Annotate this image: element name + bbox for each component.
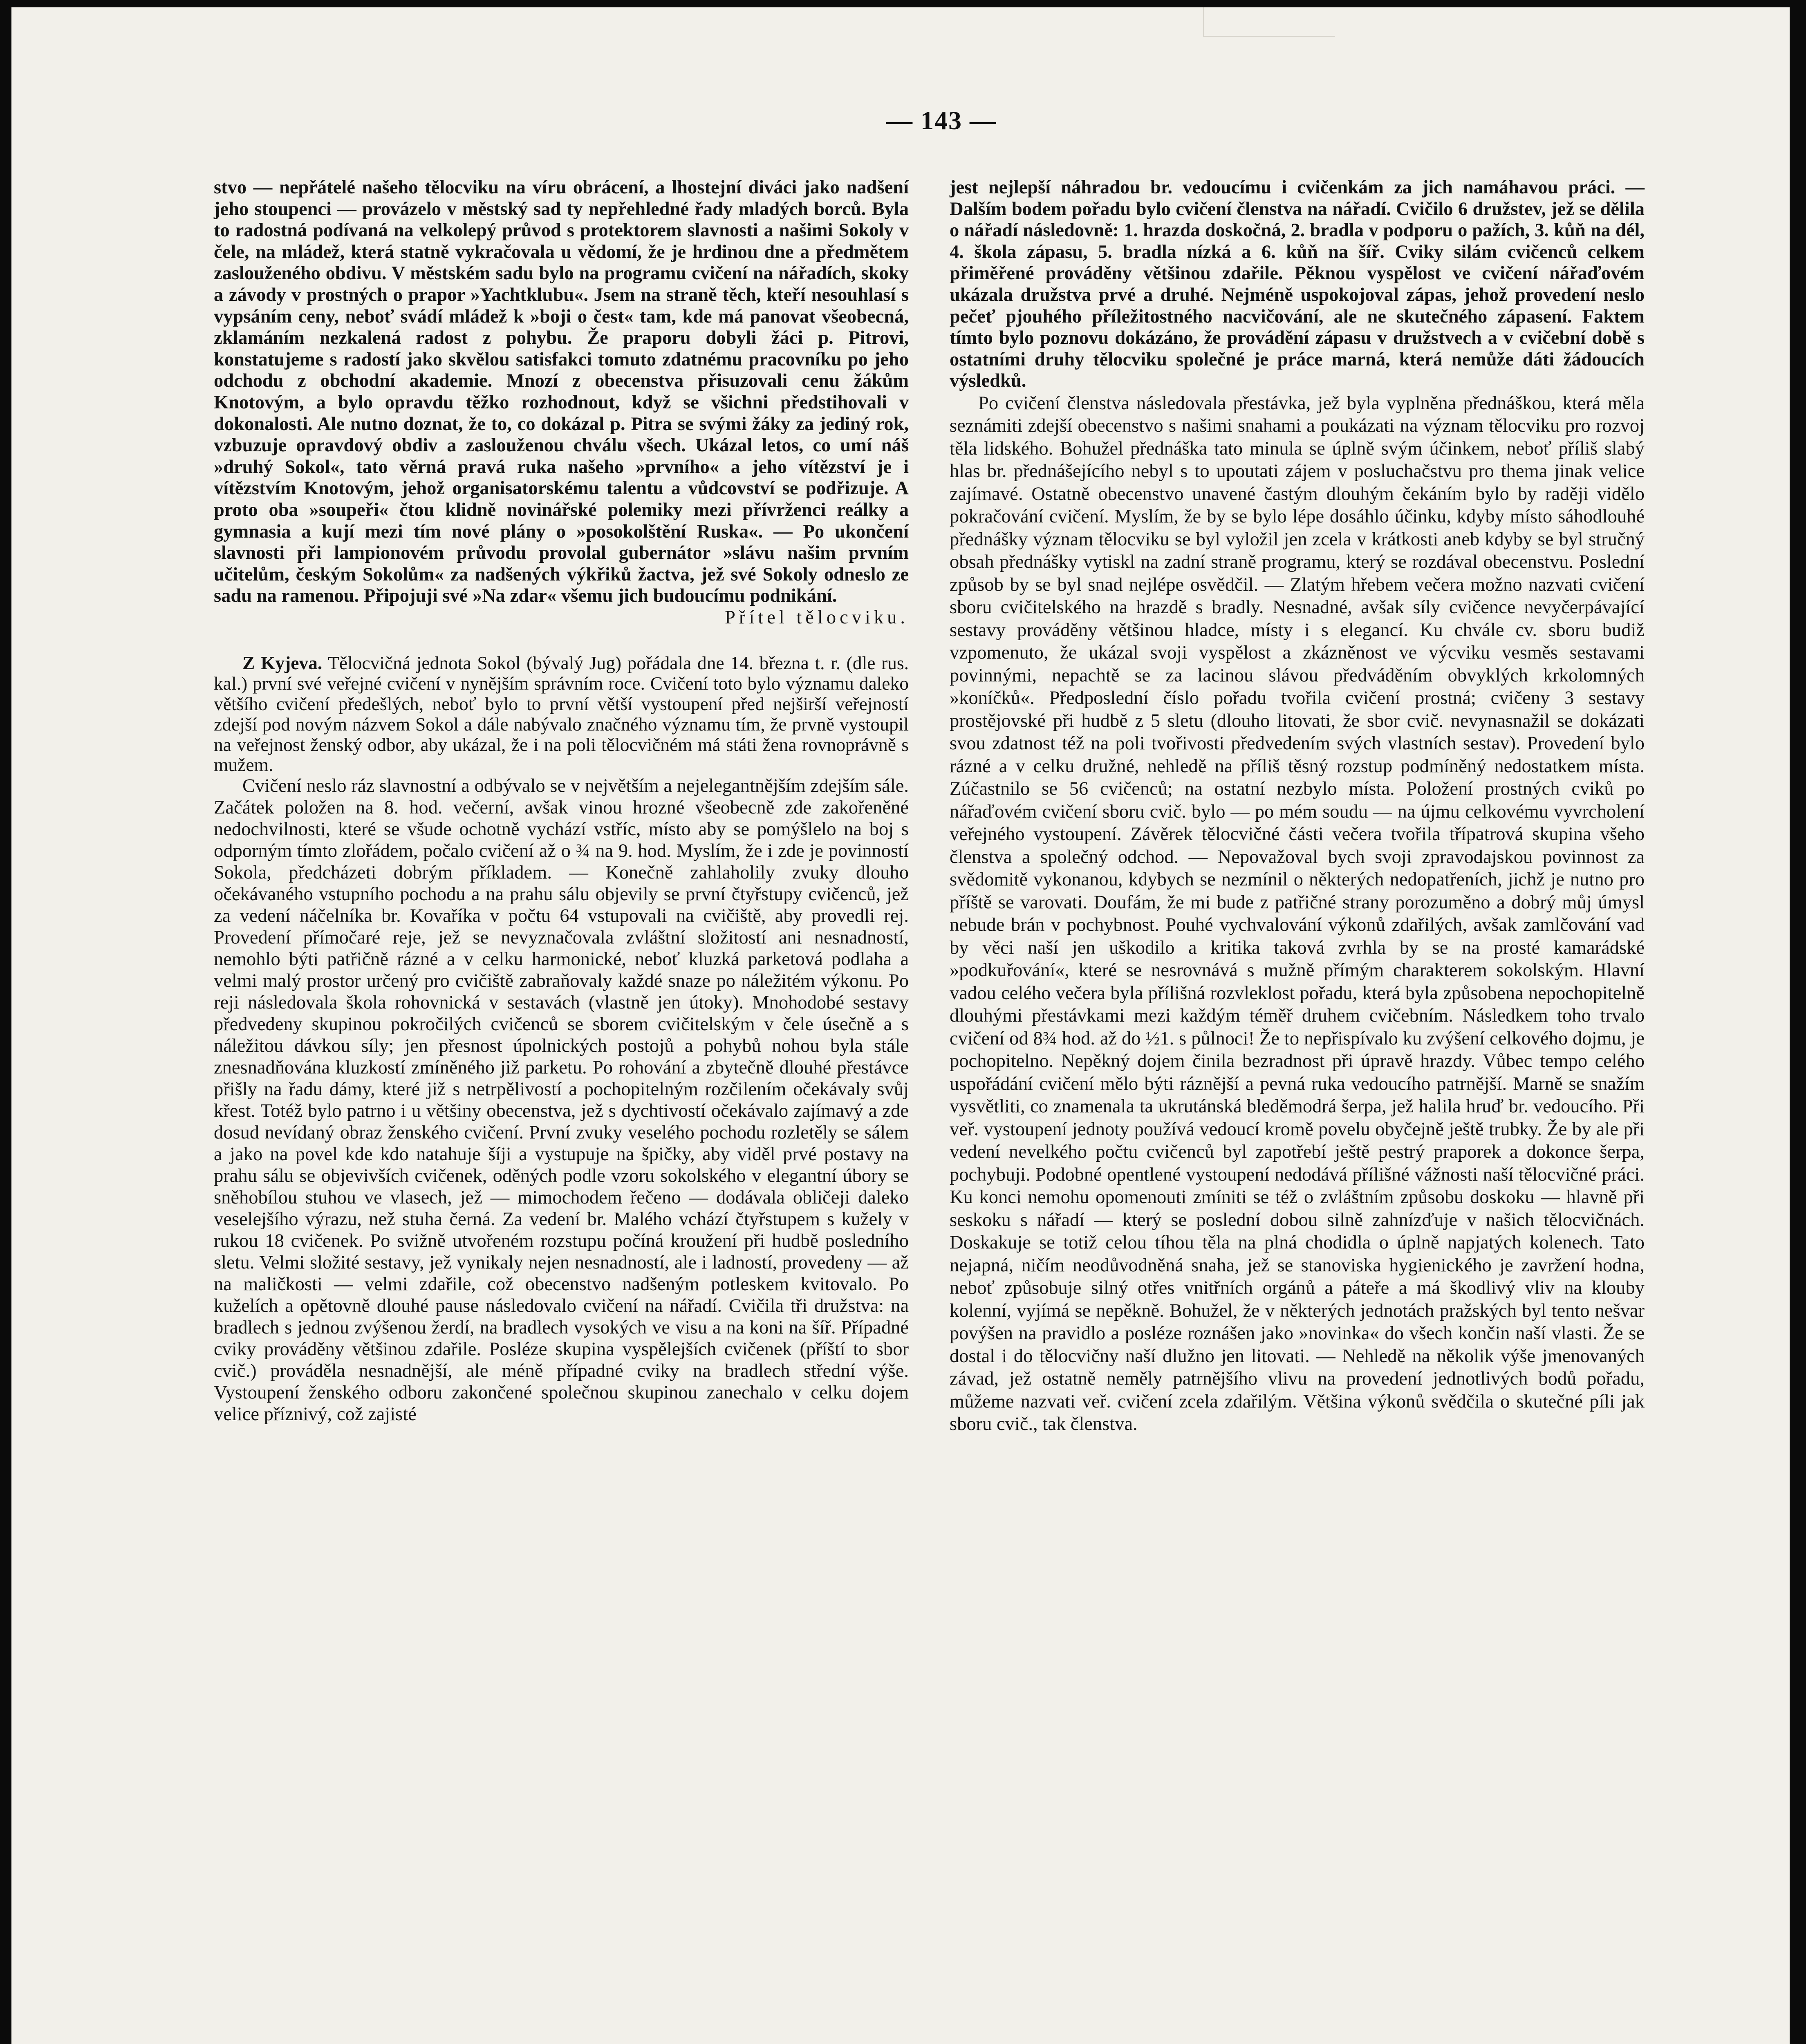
newspaper-page <box>11 7 1790 2044</box>
section-gap <box>214 628 909 653</box>
kyiv-report-body-paragraph: Cvičení neslo ráz slavnostní a odbývalo se v největším a nejelegantnějším zdejším sále. Začátek položen na 8. hod. večerní, avšak vinou hrozné všeobecně zde zakořeněné nedochvilnosti, které se všude ochotně vychází vstříc, místo aby se pomýšlelo na boj s odporným tímto zlořádem, počalo cvičení až o ¾ na 9. hod. Myslím, že i zde je povinností Sokola, předcházeti dobrým příkladem. — Konečně zahlaholily zvuky dlouho očekávaného vstupního pochodu a na prahu sálu objevily se první čtyřstupy cvičenců, jež za vedení náčelníka br. Kovaříka v počtu 64 vstupovali na cvičiště, aby provedli rej. Provedení přímočaré reje, jež se nevyznačovala zvláštní složitostí ani nesnadností, nemohlo býti patřičně rázné a v celku harmonické, neboť kluzká parketová podlaha a velmi malý prostor určený pro cvičiště zabraňovaly každé snaze po náležitém výkonu. Po reji následovala škola rohovnická v sestavách (vlastně jen útoky). Mnohodobé sestavy předvedeny skupinou pokročilých cvičenců se sborem cvičitelským v čele úsečně a s náležitou dávkou síly; jen přesnost úpolnických postojů a pohybů nohou byla stále znesnadňována kluzkostí zmíněného již parketu. Po rohování a zbytečně dlouhé přestávce přišly na řadu dámy, které již s netrpělivostí a pochopitelným rozčilením očekávaly svůj křest. Totéž bylo patrno i u většiny obecenstva, jež s dychtivostí očekávalo zajímavý a zde dosud nevídaný obraz ženského cvičení. První zvuky veselého pochodu rozletěly se sálem a jako na povel kde kdo natahuje šíji a vystupuje na špičky, aby viděl prvé postavy na prahu sálu se objevivších cvičenek, oděných podle vzoru sokolského v elegantní úbory se sněhobílou stuhou ve vlasech, jež — mimochodem řečeno — dodávala obličeji daleko veselejšího výrazu, než stuha černá. Za vedení br. Malého vchází čtyřstupem s kužely v rukou 18 cvičenek. Po svižně utvořeném rozstupu počíná kroužení při hudbě posledního sletu. Velmi složité sestavy, jež vynikaly nejen nesnadností, ale i ladností, provedeny — až na maličkosti — velmi zdařile, což obecenstvo nadšeným potleskem kvitovalo. Po kuželích a opětovně dlouhé pause následovalo cvičení na nářadí. Cvičila tři družstva: na bradlech s jednou zvýšenou žerdí, na bradlech vysokých ve visu a na koni na šíř. Případné cviky prováděny většinou zdařile. Posléze skupina vyspělejších cvičenek (příští to sbor cvič.) prováděla nesnadnější, ale méně případné cviky na bradlech střední výše. Vystoupení ženského odboru zakončené společnou skupinou zanechalo v celku dojem velice příznivý, což zajisté <box>214 775 909 1425</box>
right-column-first-paragraph: jest nejlepší náhradou br. vedoucímu i cvičenkám za jich namáhavou práci. — Dalším bodem pořadu bylo cvičení členstva na nářadí. Cvičilo 6 družstev, jež se dělila o nářadí následovně: 1. hrazda doskočná, 2. bradla v podporu o pažích, 3. kůň na dél, 4. škola zápasu, 5. bradla nízká a 6. kůň na šíř. Cviky silám cvičenců celkem přiměřené prováděny většinou zdařile. Pěknou vyspělost ve cvičení nářaďovém ukázala družstva prvé a druhé. Nejméně uspokojoval zápas, jehož provedení neslo pečeť pjouhého příležitostného nacvičování, ale ne skutečného zápasení. Faktem tímto bylo poznovu dokázáno, že provádění zápasu v družstvech a v cvičební době s ostatními druhy tělocviku společné je práce marná, která nemůže dáti žádoucích výsledků. <box>950 177 1645 392</box>
right-column-second-paragraph: Po cvičení členstva následovala přestávka, jež byla vyplněna přednáškou, která měla seznámiti zdejší obecenstvo s našimi snahami a poukázati na význam tělocviku pro rozvoj těla lidského. Bohužel přednáška tato minula se úplně svým účinkem, neboť příliš slabý hlas br. přednášejícího nebyl s to upoutati zájem v posluchačstvu pro thema jinak velice zajímavé. Ostatně obecenstvo unavené častým dlouhým čekáním bylo by raději vidělo pokračování cvičení. Myslím, že by se bylo lépe dosáhlo účinku, kdyby místo sáhodlouhé přednášky význam tělocviku se byl vyložil jen zcela v krátkosti aneb kdyby se byl stručný obsah přednášky vytiskl na zadní straně programu, který se rozdával obecenstvu. Poslední způsob by se byl snad nejlépe osvědčil. — Zlatým hřebem večera možno nazvati cvičení sboru cvičitelského na hrazdě s bradly. Nesnadné, avšak síly cvičence nevyčerpávající sestavy prováděny většinou hladce, místy i s elegancí. Ku chvále cv. sboru budiž vzpomenuto, že ukázal svoji vyspělost a zkázněnost ve výcviku vesměs sestavami povinnými, nepachtě se za lacinou slávou předváděním obvyklých krkolomných »koníčků«. Předposlední číslo pořadu tvořila cvičení prostná; cvičeny 3 sestavy prostějovské při hudbě z 5 sletu (dlouho litovati, že sbor cvič. nevynasnažil se dokázati svou zdatnost též na poli tvořivosti předvedením svých vlastních sestav). Provedení bylo rázné a v celku družné, nehledě na příliš těsný rozstup podmíněný nedostatkem místa. Zúčastnilo se 56 cvičenců; na ostatní nezbylo místa. Položení prostných cviků po nářaďovém cvičení sboru cvič. bylo — po mém soudu — na újmu celkovému vyvrcholení veřejného vystoupení. Závěrek tělocvičné části večera tvořila třípatrová skupina všeho členstva a společný odchod. — Nepovažoval bych svoji zpravodajskou povinnost za svědomitě vykonanou, kdybych se nezmínil o některých nedopatřeních, jichž je nutno pro příště se varovati. Doufám, že mi bude z patřičné strany porozuměno a dobrý můj úmysl nebude brán v pochybnost. Pouhé vychvalování výkonů zdařilých, avšak zamlčování vad by věci naší jen uškodilo a kritika taková zvrhla by se na prosté kamarádské »podkuřování«, které se nesrovnává s mužně přímým charakterem sokolským. Hlavní vadou celého večera byla přílišná rozvleklost pořadu, která byla způsobena nepochopitelně dlouhými přestávkami mezi každým téměř druhem cvičebním. Následkem toho trvalo cvičení od 8¾ hod. až do ½1. s půlnoci! Že to nepřispívalo ku zvýšení celkového dojmu, je pochopitelno. Nepěkný dojem činila bezradnost při úpravě hrazdy. Vůbec tempo celého uspořádání cvičení mělo býti ráznější a pevná ruka vedoucího patrnější. Marně se snažím vysvětliti, co znamenala ta ukrutánská bleděmodrá šerpa, jež halila hruď br. vedoucího. Při veř. vystoupení jednoty používá vedoucí kromě povelu obyčejně ještě trubky. Že by ale při vedení nevelkého počtu cvičenců byl zapotřebí ještě pestrý praporek a dokonce šerpa, pochybuji. Podobné opentlené vystoupení nedodává přílišné vážnosti naší tělocvičné práci. Ku konci nemohu opomenouti zmíniti se též o zvláštním způsobu doskoku — hlavně při seskoku s nářadí — který se poslední dobou silně zahnízďuje v našich tělocvičnách. Doskakuje se totiž celou tíhou těla na plná chodidla o úplně napjatých kolenech. Tato nejapná, ničím neodůvodněná snaha, jež se stanoviska hygienického je zavržení hodna, neboť způsobuje silný otřes vnitřních orgánů a páteře a má škodlivý vliv na klouby kolenní, vyjímá se nepěkně. Bohužel, že v některých jednotách pražských byl tento nešvar povýšen na pravidlo a posléze roznášen jako »novinka« do všech končin naší vlasti. Že se dostal i do tělocvičny naší dlužno jen litovati. — Nehledě na několik výše jmenovaných závad, jež ostatně neměly patrnějšího vlivu na provedení jednotlivých bodů pořadu, můžeme nazvati veř. cvičení zcela zdařilým. Většina výkonů svědčila o skutečné píli jak sboru cvič., tak členstva. <box>950 392 1645 1435</box>
right-column <box>950 177 1645 1436</box>
page-number: — 143 — <box>886 106 997 135</box>
kyiv-report-intro-paragraph <box>214 653 909 775</box>
kyiv-report-intro-text: Tělocvičná jednota Sokol (bývalý Jug) pořádala dne 14. března t. r. (dle rus. kal.) první své veřejné cvičení v nynějším správním roce. Cvičení toto bylo významu daleko většího cvičení předešlých, neboť bylo to první větší vystoupení před nejširší veřejností zdejší pod novým názvem Sokol a dále nabývalo značného významu tím, že prvně vystoupil na veřejnost ženský odbor, aby ukázal, že i na poli tělocvičném má státi žena rovnoprávně s mužem. <box>214 652 909 775</box>
article-signature: Přítel tělocviku. <box>724 607 909 628</box>
left-column <box>214 177 909 1425</box>
kyiv-report-heading: Z Kyjeva. <box>242 652 323 674</box>
archive-stamp <box>1203 7 1335 37</box>
article-continuation-paragraph: stvo — nepřátelé našeho tělocviku na víru obrácení, a lhostejní diváci jako nadšení jeho stoupenci — provázelo v městský sad ty nepřehledné řady mladých borců. Byla to radostná podívaná na velkolepý průvod s protektorem slavnosti a našimi Sokoly v čele, na mládež, která statně vykračovala u vědomí, že je hrdinou dne a předmětem zaslouženého obdivu. V městském sadu bylo na programu cvičení na nářadích, skoky a závody v prostných o prapor »Yachtklubu«. Jsem na straně těch, kteří nesouhlasí s vypsáním ceny, neboť svádí mládež k »boji o čest« tam, kde má panovat všeobecná, zklamáním nezkalená radost z pohybu. Že praporu dobyli žáci p. Pitrovi, konstatujeme s radostí jako skvělou satisfakci tomuto zdatnému pracovníku po jeho odchodu z obchodní akademie. Mnozí z obecenstva přisuzovali cenu žákům Knotovým, a bylo opravdu těžko rozhodnout, když se všichni předstihovali v dokonalosti. Ale nutno doznat, že to, co dokázal p. Pitra se svými žáky za jediný rok, vzbuzuje opravdový obdiv a zaslouženou chválu všech. Ukázal letos, co umí náš »druhý Sokol«, tato věrná pravá ruka našeho »prvního« a jeho vítězství je i vítězstvím Knotovým, jehož organisatorskému talentu a vůdcovství se podřizuje. A proto oba »soupeři« čtou klidně novinářské polemiky mezi přívrženci reálky a gymnasia a kují mezi tím nové plány o »posokolštění Ruska«. — Po ukončení slavnosti při lampionovém průvodu provolal gubernátor »slávu našim prvním učitelům, českým Sokolům« za nadšených výkřiků žactva, jež své Sokoly odneslo ze sadu na ramenou. Připojuji své »Na zdar« všemu jich budoucímu podnikání. <box>214 177 909 607</box>
signature-line <box>214 607 909 629</box>
